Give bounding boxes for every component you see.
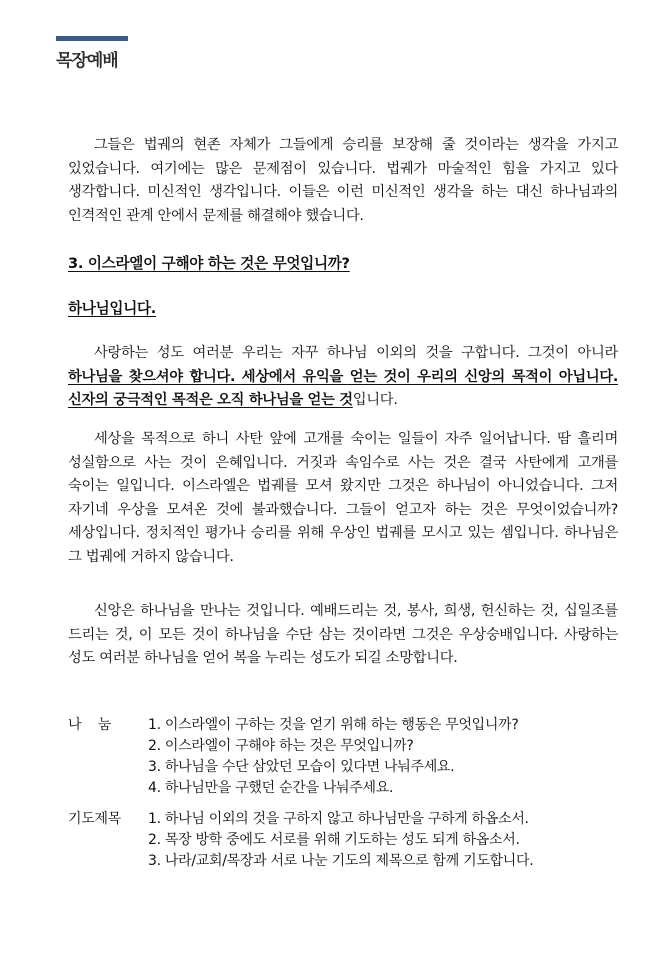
discussion-section [68, 715, 628, 872]
paragraph-2 [68, 342, 618, 413]
paragraph-2-part3: 입니다. [352, 392, 398, 408]
sharing-item: 1. 이스라엘이 구하는 것을 얻기 위해 하는 행동은 무엇입니까? [148, 717, 519, 733]
paragraph-4 [68, 600, 618, 671]
paragraph-2-bold2: 신자의 궁극적인 목적은 오직 하나님을 얻는 것 [68, 392, 353, 408]
sharing-item: 3. 하나님을 수단 삼았던 모습이 있다면 나눠주세요. [148, 759, 455, 775]
sharing-row-1 [68, 715, 628, 736]
paragraph-2-bold1: 하나님을 찾으셔야 합니다. 세상에서 유익을 얻는 것이 우리의 신앙의 목적이 아닙니다. [68, 368, 618, 385]
sharing-row-4 [68, 778, 628, 799]
section-3-heading: 3. 이스라엘이 구해야 하는 것은 무엇입니까? [68, 255, 350, 272]
page-header [56, 36, 128, 71]
section-3-answer: 하나님입니다. [68, 300, 157, 317]
sharing-item: 4. 하나님만을 구했던 순간을 나눠주세요. [148, 780, 394, 796]
prayer-item: 1. 하나님 이외의 것을 구하지 않고 하나님만을 구하게 하옵소서. [148, 811, 529, 827]
prayer-item: 3. 나라/교회/목장과 서로 나눈 기도의 제목으로 함께 기도합니다. [148, 853, 534, 869]
header-title: 목장예배 [56, 51, 118, 71]
sharing-row-3 [68, 757, 628, 778]
header-accent-bar [56, 36, 128, 41]
prayer-row-2 [68, 830, 628, 851]
paragraph-3 [68, 428, 618, 569]
sharing-item: 2. 이스라엘이 구해야 하는 것은 무엇입니까? [148, 738, 414, 754]
sharing-row-2 [68, 736, 628, 757]
paragraph-2-part1: 사랑하는 성도 여러분 우리는 자꾸 하나님 이외의 것을 구합니다. 그것이 아니라 [94, 345, 618, 361]
prayer-row-3 [68, 851, 628, 872]
prayer-item: 2. 목장 방학 중에도 서로를 위해 기도하는 성도 되게 하옵소서. [148, 832, 520, 848]
prayer-label: 기도제목 [68, 811, 121, 827]
paragraph-4-text: 신앙은 하나님을 만나는 것입니다. 예배드리는 것, 봉사, 희생, 헌신하는 것, 십일조를 드리는 것, 이 모든 것이 하나님을 수단 삼는 것이라면 그것은 우상숭배입니다. 사랑하는 성도 여러분 하나님을 얻어 복을 누리는 성도가 되길 소망합니다. [68, 603, 618, 666]
paragraph-1-text: 그들은 법궤의 현존 자체가 그들에게 승리를 보장해 줄 것이라는 생각을 가지고 있었습니다. 여기에는 많은 문제점이 있습니다. 법궤가 마술적인 힘을 가지고 있다 생각합니다. 미신적인 생각입니다. 이들은 이런 미신적인 생각을 하는 대신 하나님과의 인격적인 관계 안에서 문제를 해결해야 했습니다. [68, 137, 618, 224]
sharing-label: 나 눔 [68, 717, 112, 733]
paragraph-1 [68, 134, 618, 228]
prayer-row-1 [68, 809, 628, 830]
paragraph-3-text: 세상을 목적으로 하니 사탄 앞에 고개를 숙이는 일들이 자주 일어납니다. 땀 흘리며 성실함으로 사는 것이 은혜입니다. 거짓과 속임수로 사는 것은 결국 사탄에게 고개를 숙이는 일입니다. 이스라엘은 법궤를 모셔 왔지만 그것은 하나님이 아니었습니다. 그저 자기네 우상을 모셔온 것에 불과했습니다. 그들이 얻고자 하는 것은 무엇이었습니까? 세상입니다. 정치적인 평가나 승리를 위해 우상인 법궤를 모시고 있는 셈입니다. 하나님은 그 법궤에 거하지 않습니다. [68, 431, 618, 565]
